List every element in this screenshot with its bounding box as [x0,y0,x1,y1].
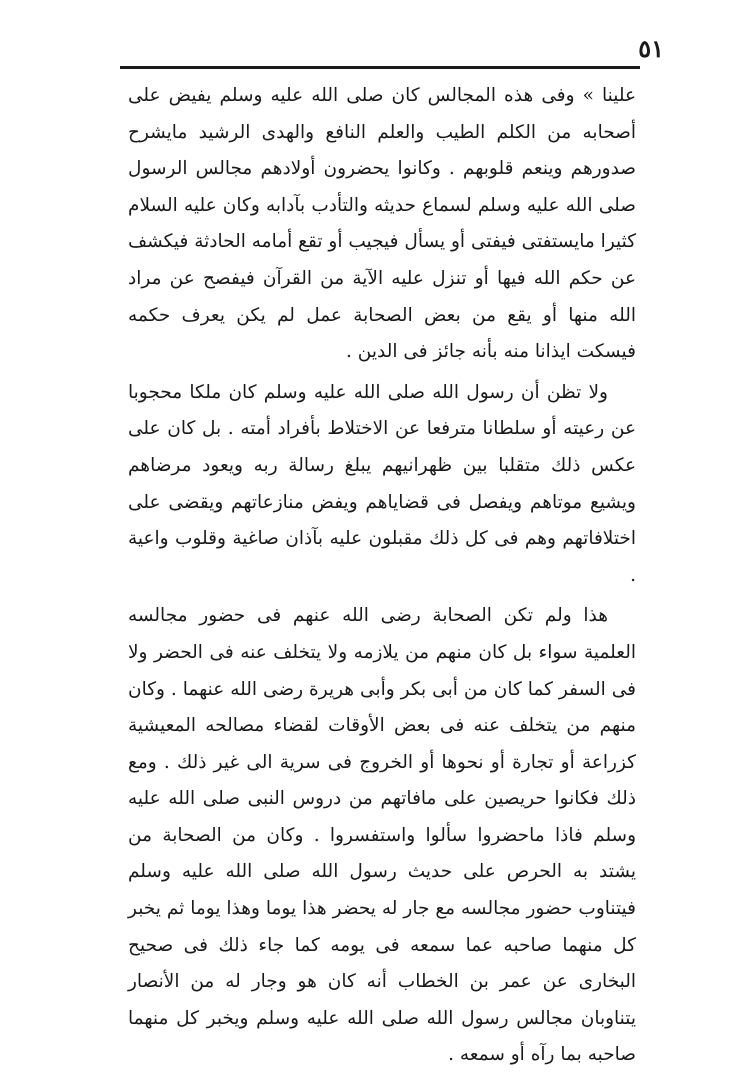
page-number: ٥١ [638,34,664,63]
paragraph-1: علينا » وفى هذه المجالس كان صلى الله عليه وسلم يفيض على أصحابه من الكلم الطيب والعلم النافع والهدى الرشيد مايشرح صدورهم وينعم قلوبهم . وكانوا يحضرون أولادهم مجالس الرسول صلى الله عليه وسلم لسماع حديثه والتأدب بآدابه وكان عليه السلام كثيرا مايستفتى فيفتى أو يسأل فيجيب أو تقع أمامه الحادثة فيكشف عن حكم الله فيها أو تنزل عليه الآية من القرآن فيفصح عن مراد الله منها أو يقع من بعض الصحابة عمل لم يكن يعرف حكمه فيسكت ايذانا منه بأنه جائز فى الدين . [128,85,636,363]
paragraph-2: ولا تظن أن رسول الله صلى الله عليه وسلم كان ملكا محجوبا عن رعيته أو سلطانا مترفعا عن الاختلاط بأفراد أمته . بل كان على عكس ذلك متقلبا بين ظهرانيهم يبلغ رسالة ربه ويعود مرضاهم ويشيع موتاهم ويفصل فى قضاياهم ويفض منازعاتهم ويقضى على اختلافاتهم وهم فى كل ذلك مقبلون عليه بآذان صاغية وقلوب واعية . [128,381,636,586]
paragraph-3: هذا ولم تكن الصحابة رضى الله عنهم فى حضور مجالسه العلمية سواء بل كان منهم من يلازمه ولا يتخلف عنه فى الحضر ولا فى السفر كما كان من أبى بكر وأبى هريرة رضى الله عنهما . وكان منهم من يتخلف عنه فى بعض الأوقات لقضاء مصالحه المعيشية كزراعة أو تجارة أو نحوها أو الخروج فى سرية الى غير ذلك . ومع ذلك فكانوا حريصين على مافاتهم من دروس النبى صلى الله عليه وسلم فاذا ماحضروا سألوا واستفسروا . وكان من الصحابة من يشتد به الحرص على حديث رسول الله صلى الله عليه وسلم فيتناوب حضور مجالسه مع جار له يحضر هذا يوما وهذا يوما ثم يخبر كل منهما صاحبه عما سمعه فى يومه كما جاء ذلك فى صحيح البخارى عن عمر بن الخطاب أنه كان هو وجار له من الأنصار يتناوبان مجالس رسول الله صلى الله عليه وسلم ويخبر كل منهما صاحبه بما رآه أو سمعه . [128,605,636,1066]
page-body [128,78,636,1074]
header-rule [120,66,640,69]
